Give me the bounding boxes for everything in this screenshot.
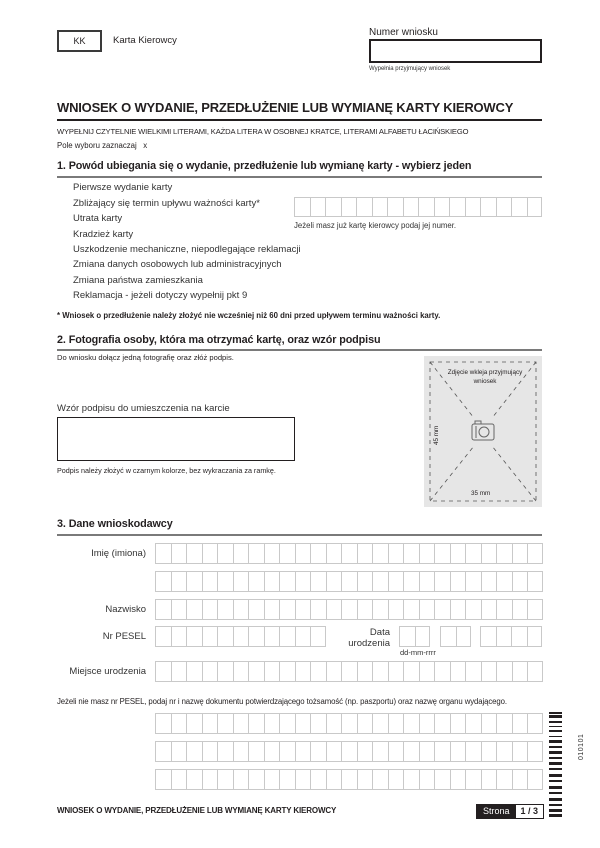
letter-cell[interactable] [171, 661, 187, 682]
reason-option-damage[interactable]: Uszkodzenie mechaniczne, niepodlegające reklamacji [73, 244, 301, 255]
birth-date-label: Data urodzenia [348, 627, 390, 649]
letter-cell[interactable] [310, 661, 326, 682]
letter-cell[interactable] [295, 626, 311, 647]
letter-cell[interactable] [341, 571, 357, 592]
letter-cell[interactable] [388, 741, 404, 762]
letter-cell[interactable] [415, 626, 431, 647]
letter-cell[interactable] [264, 741, 280, 762]
birth-month-field[interactable] [440, 626, 471, 647]
letter-cell[interactable] [357, 741, 373, 762]
letter-cell[interactable] [372, 571, 388, 592]
letter-cell[interactable] [481, 741, 497, 762]
letter-cell[interactable] [202, 599, 218, 620]
card-number-cell[interactable] [403, 197, 419, 217]
letter-cell[interactable] [496, 713, 512, 734]
letter-cell[interactable] [511, 626, 527, 647]
letter-cell[interactable] [450, 571, 466, 592]
photo-intro: Do wniosku dołącz jedną fotografię oraz złóż podpis. [57, 353, 234, 362]
letter-cell[interactable] [217, 599, 233, 620]
page-indicator [476, 804, 544, 819]
letter-cell[interactable] [403, 571, 419, 592]
letter-cell[interactable] [496, 741, 512, 762]
title-divider [57, 119, 542, 121]
letter-cell[interactable] [481, 713, 497, 734]
photo-height-label: 45 mm [433, 425, 440, 445]
letter-cell[interactable] [357, 661, 373, 682]
letter-cell[interactable] [512, 741, 528, 762]
letter-cell[interactable] [186, 599, 202, 620]
letter-cell[interactable] [155, 713, 171, 734]
birth-place-label: Miejsce urodzenia [69, 666, 146, 677]
letter-cell[interactable] [233, 571, 249, 592]
letter-cell[interactable] [419, 741, 435, 762]
letter-cell[interactable] [465, 661, 481, 682]
letter-cell[interactable] [295, 599, 311, 620]
letter-cell[interactable] [527, 769, 543, 790]
letter-cell[interactable] [388, 543, 404, 564]
card-number-cell[interactable] [310, 197, 326, 217]
card-number-cell[interactable] [372, 197, 388, 217]
letter-cell[interactable] [434, 741, 450, 762]
barcode-icon [549, 712, 562, 818]
letter-cell[interactable] [527, 661, 543, 682]
letter-cell[interactable] [248, 769, 264, 790]
card-number-cell[interactable] [434, 197, 450, 217]
birth-day-field[interactable] [399, 626, 430, 647]
letter-cell[interactable] [217, 571, 233, 592]
reason-option-theft[interactable]: Kradzież karty [73, 229, 134, 240]
section-2-divider [57, 349, 542, 351]
letter-cell[interactable] [155, 571, 171, 592]
letter-cell[interactable] [341, 769, 357, 790]
letter-cell[interactable] [496, 543, 512, 564]
letter-cell[interactable] [310, 599, 326, 620]
letter-cell[interactable] [450, 661, 466, 682]
letter-cell[interactable] [295, 741, 311, 762]
letter-cell[interactable] [403, 661, 419, 682]
letter-cell[interactable] [295, 543, 311, 564]
application-number-label: Numer wniosku [369, 27, 438, 38]
letter-cell[interactable] [264, 769, 280, 790]
letter-cell[interactable] [186, 626, 202, 647]
surname-label: Nazwisko [105, 604, 146, 615]
letter-cell[interactable] [279, 626, 295, 647]
letter-cell[interactable] [450, 543, 466, 564]
letter-cell[interactable] [341, 741, 357, 762]
card-number-field[interactable] [294, 197, 542, 217]
letter-cell[interactable] [310, 769, 326, 790]
letter-cell[interactable] [202, 543, 218, 564]
letter-cell[interactable] [434, 661, 450, 682]
letter-cell[interactable] [310, 571, 326, 592]
reason-option-residence-change[interactable]: Zmiana państwa zamieszkania [73, 275, 203, 286]
barcode-number: 010101 [578, 733, 585, 760]
letter-cell[interactable] [481, 599, 497, 620]
letter-cell[interactable] [527, 571, 543, 592]
letter-cell[interactable] [357, 769, 373, 790]
card-number-cell[interactable] [449, 197, 465, 217]
letter-cell[interactable] [171, 769, 187, 790]
letter-cell[interactable] [233, 626, 249, 647]
letter-cell[interactable] [279, 543, 295, 564]
letter-cell[interactable] [372, 769, 388, 790]
letter-cell[interactable] [465, 543, 481, 564]
letter-cell[interactable] [186, 543, 202, 564]
letter-cell[interactable] [326, 741, 342, 762]
letter-cell[interactable] [403, 741, 419, 762]
letter-cell[interactable] [388, 661, 404, 682]
letter-cell[interactable] [512, 543, 528, 564]
letter-cell[interactable] [217, 543, 233, 564]
reason-option-first-issue[interactable]: Pierwsze wydanie karty [73, 182, 173, 193]
letter-cell[interactable] [419, 599, 435, 620]
letter-cell[interactable] [326, 599, 342, 620]
letter-cell[interactable] [202, 661, 218, 682]
letter-cell[interactable] [202, 626, 218, 647]
letter-cell[interactable] [202, 571, 218, 592]
card-number-cell[interactable] [387, 197, 403, 217]
letter-cell[interactable] [434, 769, 450, 790]
letter-cell[interactable] [217, 713, 233, 734]
card-number-cell[interactable] [325, 197, 341, 217]
letter-cell[interactable] [202, 713, 218, 734]
reason-option-data-change[interactable]: Zmiana danych osobowych lub administracyjnych [73, 259, 282, 270]
first-name-label: Imię (imiona) [91, 548, 146, 559]
letter-cell[interactable] [527, 713, 543, 734]
card-number-cell[interactable] [465, 197, 481, 217]
letter-cell[interactable] [279, 769, 295, 790]
letter-cell[interactable] [341, 661, 357, 682]
letter-cell[interactable] [248, 713, 264, 734]
letter-cell[interactable] [233, 599, 249, 620]
letter-cell[interactable] [217, 769, 233, 790]
letter-cell[interactable] [512, 661, 528, 682]
letter-cell[interactable] [434, 543, 450, 564]
letter-cell[interactable] [372, 713, 388, 734]
letter-cell[interactable] [399, 626, 415, 647]
signature-label: Wzór podpisu do umieszczenia na karcie [57, 403, 230, 414]
letter-cell[interactable] [217, 661, 233, 682]
letter-cell[interactable] [295, 661, 311, 682]
pesel-field[interactable] [155, 626, 326, 647]
pesel-label: Nr PESEL [102, 631, 146, 642]
form-name: Karta Kierowcy [113, 35, 177, 46]
surname-field[interactable] [155, 599, 543, 620]
letter-cell[interactable] [248, 543, 264, 564]
letter-cell[interactable] [248, 626, 264, 647]
letter-cell[interactable] [186, 769, 202, 790]
letter-cell[interactable] [155, 661, 171, 682]
footer-title: WNIOSEK O WYDANIE, PRZEDŁUŻENIE LUB WYMIANĘ KARTY KIEROWCY [57, 806, 337, 815]
letter-cell[interactable] [217, 741, 233, 762]
letter-cell[interactable] [310, 626, 326, 647]
letter-cell[interactable] [264, 599, 280, 620]
letter-cell[interactable] [419, 571, 435, 592]
letter-cell[interactable] [357, 571, 373, 592]
card-number-cell[interactable] [418, 197, 434, 217]
letter-cell[interactable] [279, 713, 295, 734]
letter-cell[interactable] [326, 713, 342, 734]
letter-cell[interactable] [326, 571, 342, 592]
letter-cell[interactable] [512, 571, 528, 592]
identity-document-field-1[interactable] [155, 713, 543, 734]
letter-cell[interactable] [512, 713, 528, 734]
letter-cell[interactable] [419, 543, 435, 564]
letter-cell[interactable] [155, 769, 171, 790]
letter-cell[interactable] [186, 741, 202, 762]
letter-cell[interactable] [233, 741, 249, 762]
letter-cell[interactable] [496, 626, 512, 647]
application-number-field[interactable] [369, 39, 542, 63]
section-1-title: 1. Powód ubiegania się o wydanie, przedłużenie lub wymianę karty - wybierz jeden [57, 160, 472, 172]
letter-cell[interactable] [202, 741, 218, 762]
letter-cell[interactable] [388, 769, 404, 790]
letter-cell[interactable] [419, 769, 435, 790]
letter-cell[interactable] [419, 661, 435, 682]
section-2-title: 2. Fotografia osoby, która ma otrzymać kartę, oraz wzór podpisu [57, 334, 381, 346]
letter-cell[interactable] [372, 543, 388, 564]
identity-document-field-2[interactable] [155, 741, 543, 762]
page-title: WNIOSEK O WYDANIE, PRZEDŁUŻENIE LUB WYMIANĘ KARTY KIEROWCY [57, 100, 514, 115]
letter-cell[interactable] [264, 571, 280, 592]
section-3-title: 3. Dane wnioskodawcy [57, 518, 173, 530]
letter-cell[interactable] [496, 599, 512, 620]
letter-cell[interactable] [171, 713, 187, 734]
birth-year-field[interactable] [480, 626, 542, 647]
card-number-hint: Jeżeli masz już kartę kierowcy podaj jej numer. [294, 221, 457, 230]
letter-cell[interactable] [341, 543, 357, 564]
letter-cell[interactable] [326, 769, 342, 790]
camera-icon [472, 421, 494, 440]
letter-cell[interactable] [440, 626, 456, 647]
page-number: 1 / 3 [516, 805, 544, 818]
letter-cell[interactable] [481, 543, 497, 564]
card-number-cell[interactable] [294, 197, 310, 217]
letter-cell[interactable] [248, 599, 264, 620]
letter-cell[interactable] [155, 543, 171, 564]
letter-cell[interactable] [480, 626, 496, 647]
letter-cell[interactable] [372, 661, 388, 682]
letter-cell[interactable] [202, 769, 218, 790]
letter-cell[interactable] [527, 543, 543, 564]
letter-cell[interactable] [434, 713, 450, 734]
letter-cell[interactable] [233, 661, 249, 682]
letter-cell[interactable] [450, 713, 466, 734]
renewal-footnote: * Wniosek o przedłużenie należy złożyć nie wcześniej niż 60 dni przed upływem terminu ważności karty. [57, 311, 441, 320]
application-number-hint: Wypełnia przyjmujący wniosek [369, 66, 451, 72]
letter-cell[interactable] [496, 571, 512, 592]
letter-cell[interactable] [456, 626, 472, 647]
letter-cell[interactable] [527, 626, 543, 647]
card-number-cell[interactable] [341, 197, 357, 217]
card-number-cell[interactable] [496, 197, 512, 217]
letter-cell[interactable] [186, 571, 202, 592]
reason-option-expiry[interactable]: Zbliżający się termin upływu ważności karty* [73, 198, 260, 209]
letter-cell[interactable] [264, 543, 280, 564]
letter-cell[interactable] [512, 599, 528, 620]
letter-cell[interactable] [465, 571, 481, 592]
letter-cell[interactable] [233, 713, 249, 734]
letter-cell[interactable] [388, 713, 404, 734]
letter-cell[interactable] [388, 571, 404, 592]
letter-cell[interactable] [264, 626, 280, 647]
letter-cell[interactable] [434, 599, 450, 620]
letter-cell[interactable] [465, 599, 481, 620]
letter-cell[interactable] [357, 543, 373, 564]
letter-cell[interactable] [279, 741, 295, 762]
letter-cell[interactable] [171, 741, 187, 762]
letter-cell[interactable] [388, 599, 404, 620]
letter-cell[interactable] [512, 769, 528, 790]
letter-cell[interactable] [465, 769, 481, 790]
card-number-cell[interactable] [356, 197, 372, 217]
letter-cell[interactable] [233, 769, 249, 790]
letter-cell[interactable] [295, 713, 311, 734]
letter-cell[interactable] [496, 661, 512, 682]
letter-cell[interactable] [264, 713, 280, 734]
letter-cell[interactable] [155, 626, 171, 647]
letter-cell[interactable] [465, 741, 481, 762]
section-3-divider [57, 534, 542, 536]
letter-cell[interactable] [310, 543, 326, 564]
letter-cell[interactable] [279, 599, 295, 620]
letter-cell[interactable] [217, 626, 233, 647]
letter-cell[interactable] [403, 543, 419, 564]
form-code: KK [73, 36, 86, 46]
letter-cell[interactable] [372, 741, 388, 762]
letter-cell[interactable] [357, 713, 373, 734]
letter-cell[interactable] [465, 713, 481, 734]
letter-cell[interactable] [248, 741, 264, 762]
letter-cell[interactable] [295, 571, 311, 592]
letter-cell[interactable] [171, 599, 187, 620]
letter-cell[interactable] [357, 599, 373, 620]
photo-instructions: Zdjęcie wkleja przyjmujący wniosek [447, 369, 523, 385]
first-name-field[interactable] [155, 543, 543, 564]
page-label: Strona [477, 805, 516, 818]
first-name-field-line-2[interactable] [155, 571, 543, 592]
fill-instructions: WYPEŁNIJ CZYTELNIE WIELKIMI LITERAMI, KAŻDA LITERA W OSOBNEJ KRATCE, LITERAMI ALFABETU ŁACIŃSKIEGO [57, 127, 469, 136]
letter-cell[interactable] [171, 543, 187, 564]
letter-cell[interactable] [326, 661, 342, 682]
letter-cell[interactable] [434, 571, 450, 592]
letter-cell[interactable] [481, 571, 497, 592]
letter-cell[interactable] [155, 741, 171, 762]
letter-cell[interactable] [403, 769, 419, 790]
letter-cell[interactable] [372, 599, 388, 620]
birth-date-format: dd-mm-rrrr [400, 648, 436, 657]
reason-option-complaint[interactable]: Reklamacja - jeżeli dotyczy wypełnij pkt 9 [73, 290, 248, 301]
signature-field[interactable] [57, 417, 295, 461]
letter-cell[interactable] [481, 661, 497, 682]
letter-cell[interactable] [326, 543, 342, 564]
letter-cell[interactable] [186, 661, 202, 682]
letter-cell[interactable] [248, 661, 264, 682]
letter-cell[interactable] [155, 599, 171, 620]
letter-cell[interactable] [310, 713, 326, 734]
letter-cell[interactable] [341, 599, 357, 620]
identity-document-instructions: Jeżeli nie masz nr PESEL, podaj nr i nazwę dokumentu potwierdzającego tożsamość (np. paszportu) oraz nazwę organu wydającego. [57, 697, 507, 706]
letter-cell[interactable] [310, 741, 326, 762]
letter-cell[interactable] [171, 626, 187, 647]
birth-place-field[interactable] [155, 661, 543, 682]
letter-cell[interactable] [279, 661, 295, 682]
card-number-cell[interactable] [480, 197, 496, 217]
letter-cell[interactable] [171, 571, 187, 592]
reason-option-loss[interactable]: Utrata karty [73, 213, 123, 224]
card-number-cell[interactable] [511, 197, 527, 217]
letter-cell[interactable] [295, 769, 311, 790]
letter-cell[interactable] [248, 571, 264, 592]
letter-cell[interactable] [264, 661, 280, 682]
letter-cell[interactable] [450, 741, 466, 762]
letter-cell[interactable] [450, 599, 466, 620]
letter-cell[interactable] [279, 571, 295, 592]
photo-width-label: 35 mm [471, 490, 491, 497]
letter-cell[interactable] [403, 713, 419, 734]
letter-cell[interactable] [450, 769, 466, 790]
card-number-cell[interactable] [527, 197, 543, 217]
form-code-box [57, 30, 102, 52]
selection-hint: Pole wyboru zaznaczaj x [57, 141, 148, 150]
section-1-divider [57, 176, 542, 178]
letter-cell[interactable] [527, 599, 543, 620]
letter-cell[interactable] [527, 741, 543, 762]
letter-cell[interactable] [341, 713, 357, 734]
letter-cell[interactable] [419, 713, 435, 734]
signature-hint: Podpis należy złożyć w czarnym kolorze, bez wykraczania za ramkę. [57, 466, 276, 475]
letter-cell[interactable] [233, 543, 249, 564]
identity-document-field-3[interactable] [155, 769, 543, 790]
letter-cell[interactable] [403, 599, 419, 620]
letter-cell[interactable] [496, 769, 512, 790]
letter-cell[interactable] [186, 713, 202, 734]
letter-cell[interactable] [481, 769, 497, 790]
